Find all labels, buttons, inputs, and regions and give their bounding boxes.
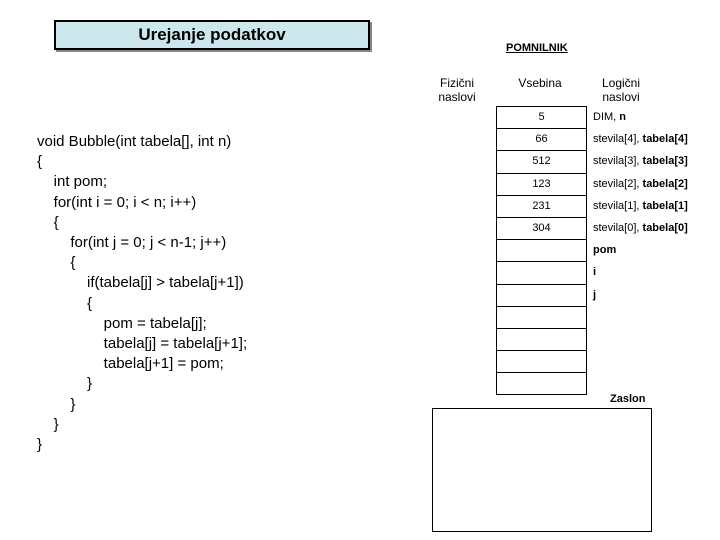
memory-cell xyxy=(497,285,586,307)
code-line: void Bubble(int tabela[], int n) xyxy=(37,133,232,150)
code-line: for(int j = 0; j < n-1; j++) xyxy=(37,234,227,252)
screen-output-box xyxy=(432,408,652,532)
memory-cell: 512 xyxy=(497,151,586,173)
code-line: } xyxy=(37,375,93,393)
logical-address-label: i xyxy=(593,266,597,279)
logical-address-label: stevila[2], tabela[2] xyxy=(593,177,688,190)
memory-cell: 231 xyxy=(497,196,586,218)
memory-cell: 304 xyxy=(497,218,586,240)
logical-address-label: j xyxy=(593,288,597,301)
code-line: { xyxy=(37,153,43,171)
memory-cell xyxy=(497,373,586,395)
code-line: tabela[j+1] = pom; xyxy=(37,355,224,373)
screen-label: Zaslon xyxy=(610,393,646,405)
logical-address-label: stevila[1], tabela[1] xyxy=(593,199,688,212)
physical-addresses-header: Fizični naslovi xyxy=(438,76,476,104)
code-line: tabela[j] = tabela[j+1]; xyxy=(37,335,248,353)
logical-addresses-header: Logični naslovi xyxy=(601,76,641,104)
memory-cell: 123 xyxy=(497,174,586,196)
memory-cell: 66 xyxy=(497,129,586,151)
memory-cell xyxy=(497,351,586,373)
code-line: } xyxy=(37,436,43,454)
memory-title: POMNILNIK xyxy=(506,42,568,54)
memory-table xyxy=(496,106,587,395)
contents-header: Vsebina xyxy=(518,76,562,90)
logical-address-label: DIM, n xyxy=(593,111,627,123)
memory-cell xyxy=(497,240,586,262)
code-line: { xyxy=(37,254,76,272)
memory-cell xyxy=(497,262,586,284)
code-line: pom = tabela[j]; xyxy=(37,314,207,332)
code-line: } xyxy=(37,415,59,433)
code-line: { xyxy=(37,294,93,312)
logical-address-label: stevila[4], tabela[4] xyxy=(593,133,688,146)
code-listing xyxy=(37,132,247,455)
logical-address-label: pom xyxy=(593,244,617,257)
code-line: { xyxy=(37,213,59,231)
code-line: int pom; xyxy=(37,173,108,191)
code-line: } xyxy=(37,395,76,413)
code-line: if(tabela[j] > tabela[j+1]) xyxy=(37,274,244,292)
logical-address-label: stevila[3], tabela[3] xyxy=(593,155,688,168)
memory-cell: 5 xyxy=(497,107,586,129)
code-line: for(int i = 0; i < n; i++) xyxy=(37,193,197,211)
memory-cell xyxy=(497,329,586,351)
logical-address-label: stevila[0], tabela[0] xyxy=(593,222,688,234)
memory-cell xyxy=(497,307,586,329)
slide-title: Urejanje podatkov xyxy=(54,20,370,50)
